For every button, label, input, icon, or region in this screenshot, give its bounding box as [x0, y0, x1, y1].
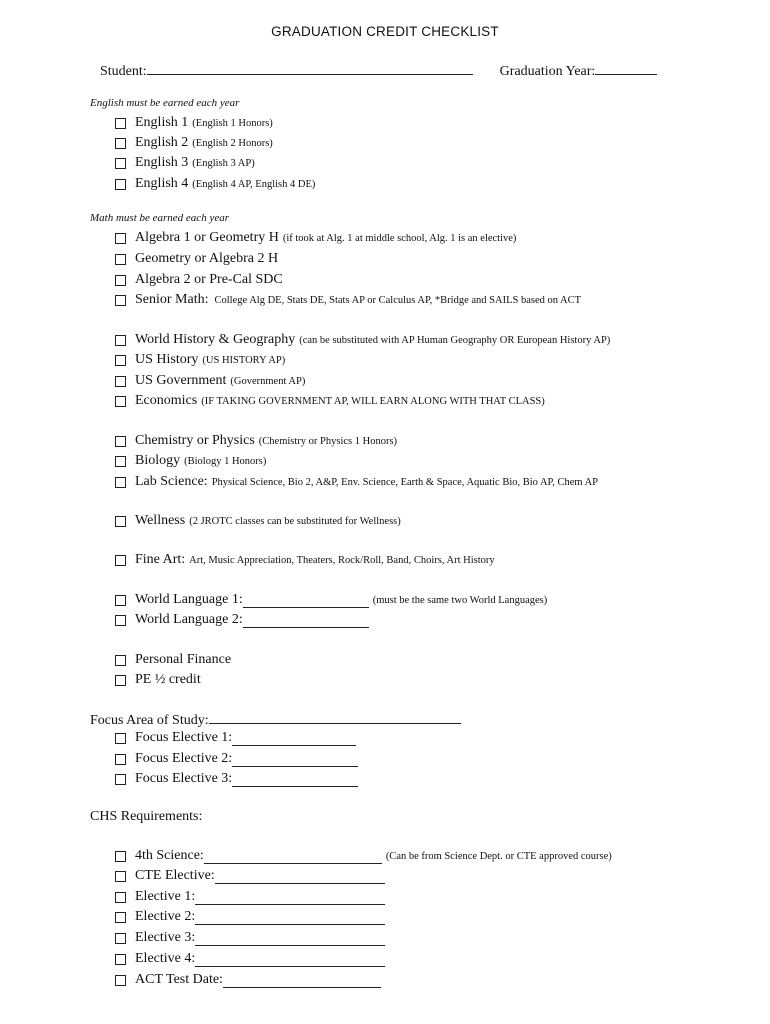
- item-note: (English 4 AP, English 4 DE): [192, 178, 316, 190]
- checkbox[interactable]: [115, 675, 126, 686]
- checklist-item-world-language-1: [115, 590, 547, 610]
- item-label: Economics: [135, 393, 198, 408]
- item-note: (US HISTORY AP): [202, 354, 286, 366]
- checklist-item-us-history: [115, 350, 285, 370]
- item-label: US History: [135, 352, 199, 367]
- checkbox[interactable]: [115, 233, 126, 244]
- checklist-item-english-4: [115, 174, 315, 194]
- cte-elective-field[interactable]: [215, 869, 385, 884]
- checklist-item-biology: [115, 451, 266, 471]
- item-note: (can be substituted with AP Human Geography OR European History AP): [299, 334, 611, 346]
- item-label: Senior Math:: [135, 292, 209, 307]
- item-label: ACT Test Date:: [135, 972, 223, 987]
- checkbox[interactable]: [115, 774, 126, 785]
- student-name-field[interactable]: [147, 60, 473, 75]
- item-note: (English 3 AP): [192, 157, 255, 169]
- item-label: English 1: [135, 115, 189, 130]
- checklist-item-us-government: [115, 371, 305, 391]
- checklist-item-math-1: [115, 228, 516, 248]
- item-label: World Language 1:: [135, 592, 243, 607]
- item-label: Elective 2:: [135, 909, 196, 924]
- checkbox[interactable]: [115, 516, 126, 527]
- checklist-item-pe: [115, 670, 201, 690]
- checklist-item-4th-science: [115, 846, 612, 866]
- item-label: Fine Art:: [135, 552, 186, 567]
- item-label: Wellness: [135, 513, 186, 528]
- item-note: (Chemistry or Physics 1 Honors): [258, 435, 398, 447]
- student-label: Student:: [100, 64, 147, 79]
- checklist-item-elective-1: [115, 887, 385, 907]
- item-label: Elective 1:: [135, 889, 196, 904]
- checkbox[interactable]: [115, 975, 126, 986]
- checkbox[interactable]: [115, 733, 126, 744]
- focus-elective-1-field[interactable]: [232, 731, 356, 746]
- checklist-item-economics: [115, 391, 545, 411]
- item-label: 4th Science:: [135, 848, 204, 863]
- checkbox[interactable]: [115, 335, 126, 346]
- checklist-item-cte-elective: [115, 866, 385, 886]
- item-note: (IF TAKING GOVERNMENT AP, WILL EARN ALONG WITH THAT CLASS): [201, 395, 545, 407]
- checkbox[interactable]: [115, 595, 126, 606]
- focus-area-field[interactable]: [209, 709, 461, 724]
- item-note: (must be the same two World Languages): [372, 594, 548, 606]
- item-note: (Can be from Science Dept. or CTE approved course): [385, 850, 612, 862]
- item-label: Algebra 1 or Geometry H: [135, 230, 279, 245]
- world-language-2-field[interactable]: [243, 613, 369, 628]
- checkbox[interactable]: [115, 933, 126, 944]
- item-label: Focus Elective 2:: [135, 751, 233, 766]
- item-note: (English 1 Honors): [192, 117, 273, 129]
- item-label: Elective 4:: [135, 951, 196, 966]
- checklist-item-math-2: [115, 249, 278, 269]
- checklist-item-elective-2: [115, 907, 385, 927]
- checkbox[interactable]: [115, 355, 126, 366]
- checklist-item-focus-elective-1: [115, 728, 356, 748]
- act-test-date-field[interactable]: [223, 973, 381, 988]
- checklist-item-wellness: [115, 511, 401, 531]
- checkbox[interactable]: [115, 275, 126, 286]
- item-label: World Language 2:: [135, 612, 243, 627]
- graduation-year-label: Graduation Year:: [499, 64, 596, 79]
- checkbox[interactable]: [115, 892, 126, 903]
- elective-3-field[interactable]: [195, 931, 385, 946]
- checkbox[interactable]: [115, 615, 126, 626]
- checklist-item-chemistry-physics: [115, 431, 397, 451]
- checklist-item-world-language-2: [115, 610, 369, 630]
- item-note: (Biology 1 Honors): [184, 455, 267, 467]
- item-note: (English 2 Honors): [192, 137, 273, 149]
- item-note: (if took at Alg. 1 at middle school, Alg. 1 is an elective): [282, 232, 517, 244]
- item-label: PE ½ credit: [135, 672, 201, 687]
- checkbox[interactable]: [115, 295, 126, 306]
- item-label: CTE Elective:: [135, 868, 215, 883]
- item-label: Personal Finance: [135, 652, 232, 667]
- checkbox[interactable]: [115, 754, 126, 765]
- checklist-item-personal-finance: [115, 650, 231, 670]
- checklist-item-english-1: [115, 113, 273, 133]
- checkbox[interactable]: [115, 396, 126, 407]
- focus-area-label: Focus Area of Study:: [90, 713, 209, 728]
- focus-elective-3-field[interactable]: [232, 772, 358, 787]
- checkbox[interactable]: [115, 456, 126, 467]
- item-label: US Government: [135, 373, 227, 388]
- checkbox[interactable]: [115, 954, 126, 965]
- item-label: English 4: [135, 176, 189, 191]
- chs-requirements-heading: CHS Requirements:: [90, 809, 203, 824]
- checkbox[interactable]: [115, 376, 126, 387]
- item-label: Algebra 2 or Pre-Cal SDC: [135, 272, 283, 287]
- checkbox[interactable]: [115, 655, 126, 666]
- item-label: Geometry or Algebra 2 H: [135, 251, 279, 266]
- elective-4-field[interactable]: [195, 952, 385, 967]
- checkbox[interactable]: [115, 138, 126, 149]
- focus-elective-2-field[interactable]: [232, 752, 358, 767]
- item-note: College Alg DE, Stats DE, Stats AP or Calculus AP, *Bridge and SAILS based on ACT: [214, 294, 582, 306]
- item-note: (Government AP): [230, 375, 306, 387]
- checklist-item-english-3: [115, 153, 255, 173]
- checklist-item-act-test-date: [115, 970, 381, 990]
- item-note: (2 JROTC classes can be substituted for Wellness): [189, 515, 401, 527]
- item-label: English 3: [135, 155, 189, 170]
- checklist-item-elective-4: [115, 949, 385, 969]
- item-note: Physical Science, Bio 2, A&P, Env. Science, Earth & Space, Aquatic Bio, Bio AP, Chem AP: [211, 476, 599, 488]
- checkbox[interactable]: [115, 118, 126, 129]
- checklist-item-focus-elective-2: [115, 749, 358, 769]
- student-row: [100, 60, 672, 80]
- checklist-item-english-2: [115, 133, 273, 153]
- item-label: World History & Geography: [135, 332, 296, 347]
- item-note: Art, Music Appreciation, Theaters, Rock/Roll, Band, Choirs, Art History: [189, 554, 495, 566]
- checkbox[interactable]: [115, 477, 126, 488]
- checkbox[interactable]: [115, 912, 126, 923]
- checkbox[interactable]: [115, 158, 126, 169]
- checkbox[interactable]: [115, 436, 126, 447]
- checkbox[interactable]: [115, 254, 126, 265]
- graduation-year-field[interactable]: [595, 60, 657, 75]
- page-title: GRADUATION CREDIT CHECKLIST: [271, 24, 499, 39]
- 4th-science-field[interactable]: [204, 849, 382, 864]
- checklist-item-math-4: [115, 290, 581, 310]
- item-label: Focus Elective 1:: [135, 730, 233, 745]
- checkbox[interactable]: [115, 871, 126, 882]
- item-label: Lab Science:: [135, 474, 208, 489]
- checklist-item-fine-art: [115, 550, 495, 570]
- elective-1-field[interactable]: [195, 890, 385, 905]
- checkbox[interactable]: [115, 179, 126, 190]
- elective-2-field[interactable]: [195, 910, 385, 925]
- focus-area-heading: [90, 709, 461, 729]
- checklist-item-elective-3: [115, 928, 385, 948]
- world-language-1-field[interactable]: [243, 593, 369, 608]
- checklist-item-math-3: [115, 270, 283, 290]
- item-label: English 2: [135, 135, 189, 150]
- checklist-item-world-history: [115, 330, 610, 350]
- item-label: Chemistry or Physics: [135, 433, 255, 448]
- item-label: Biology: [135, 453, 181, 468]
- math-note: Math must be earned each year: [90, 212, 229, 224]
- checklist-item-lab-science: [115, 472, 598, 492]
- checklist-item-focus-elective-3: [115, 769, 358, 789]
- english-note: English must be earned each year: [90, 97, 240, 109]
- checkbox[interactable]: [115, 555, 126, 566]
- item-label: Focus Elective 3:: [135, 771, 233, 786]
- item-label: Elective 3:: [135, 930, 196, 945]
- checkbox[interactable]: [115, 851, 126, 862]
